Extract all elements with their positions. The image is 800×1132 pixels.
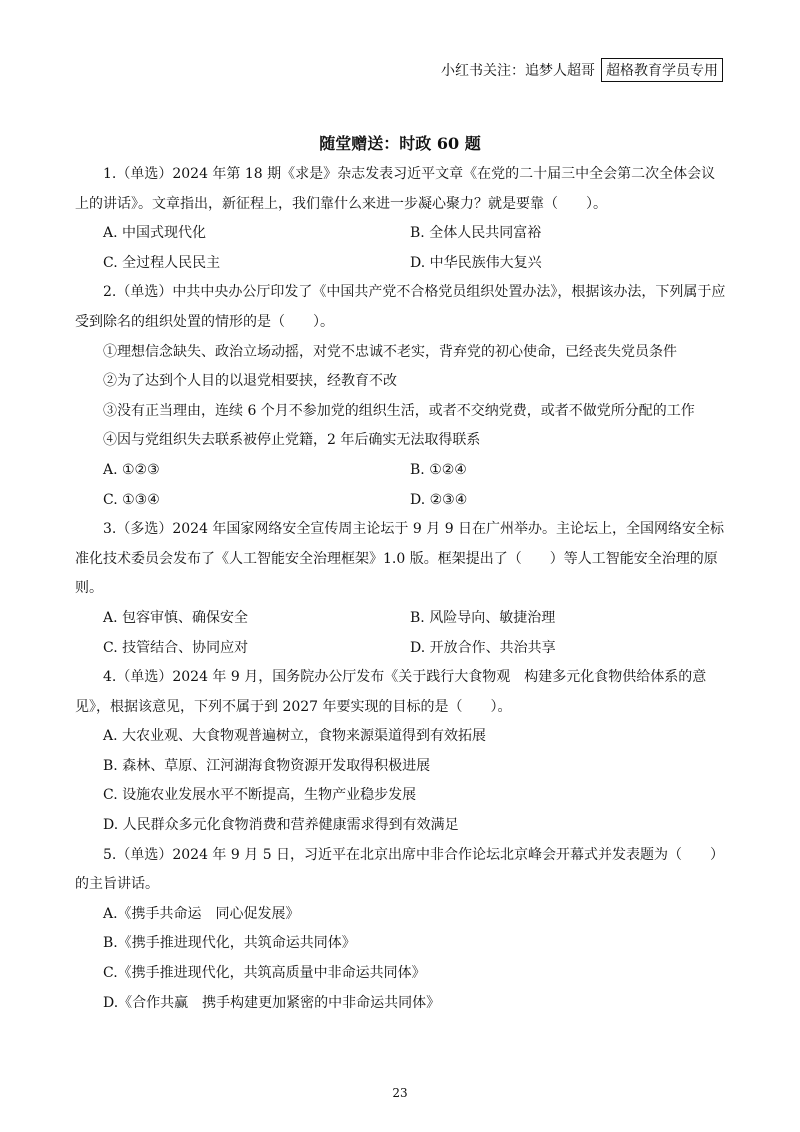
question-5-option-d: D.《合作共赢 携手构建更加紧密的中非命运共同体》: [103, 994, 441, 1011]
question-5-option-c: C.《携手推进现代化，共筑高质量中非命运共同体》: [103, 965, 426, 982]
page-title: 随堂赠送：时政 60 题: [319, 134, 481, 153]
page-header: [441, 58, 723, 82]
question-2-option-c: C. ①③④: [103, 491, 160, 508]
question-4-option-c: C. 设施农业发展水平不断提高，生物产业稳步发展: [103, 787, 417, 804]
question-3-option-d: D. 开放合作、共治共享: [410, 639, 556, 656]
question-2-statement-2: ②为了达到个人目的以退党相要挟，经教育不改: [103, 373, 397, 390]
question-2-option-a: A. ①②③: [103, 461, 160, 478]
question-5-option-a: A.《携手共命运 同心促发展》: [103, 905, 300, 922]
question-2-options-row-2: [75, 486, 727, 516]
question-1-option-b: B. 全体人民共同富裕: [410, 225, 542, 242]
question-5-option-b: B.《携手推进现代化，共筑命运共同体》: [103, 935, 356, 952]
question-1-option-a: A. 中国式现代化: [103, 225, 207, 242]
follow-text: 小红书关注：追梦人超哥: [441, 63, 595, 79]
question-3-option-a: A. 包容审慎、确保安全: [103, 609, 249, 626]
question-1-stem: 1.（单选）2024 年第 18 期《求是》杂志发表习近平文章《在党的二十届三中全会第二次全体会议上的讲话》。文章指出，新征程上，我们靠什么来进一步凝心聚力？就是要靠（ ）。: [75, 166, 716, 212]
question-2-stem: 2.（单选）中共中央办公厅印发了《中国共产党不合格党员组织处置办法》，根据该办法，下列属于应受到除名的组织处置的情形的是（ ）。: [75, 284, 726, 330]
question-2-statement-4: ④因与党组织失去联系被停止党籍，2 年后确实无法取得联系: [103, 432, 481, 449]
question-2-option-d: D. ②③④: [410, 491, 468, 508]
question-3-option-c: C. 技管结合、协同应对: [103, 639, 249, 656]
question-2-options-row-1: [75, 456, 727, 486]
question-4-stem: 4.（单选）2024 年 9 月，国务院办公厅发布《关于践行大食物观 构建多元化食物供给体系的意见》，根据该意见，下列不属于到 2027 年要实现的目标的是（ ）。: [75, 669, 707, 715]
question-4-option-b: B. 森林、草原、江河湖海食物资源开发取得积极进展: [103, 757, 431, 774]
question-1-option-d: D. 中华民族伟大复兴: [410, 254, 542, 271]
question-3-options-row-2: [75, 634, 727, 664]
question-1-option-c: C. 全过程人民民主: [103, 254, 221, 271]
question-4-option-d: D. 人民群众多元化食物消费和营养健康需求得到有效满足: [103, 817, 459, 834]
page-number: 23: [392, 1086, 408, 1100]
question-1-options-row-1: [75, 219, 727, 249]
question-4-option-a: A. 大农业观、大食物观普遍树立，食物来源渠道得到有效拓展: [103, 728, 487, 745]
question-2-option-b: B. ①②④: [410, 461, 467, 478]
question-3-options-row-1: [75, 604, 727, 634]
question-2-statement-3: ③没有正当理由，连续 6 个月不参加党的组织生活，或者不交纳党费，或者不做党所分配的工作: [103, 402, 695, 419]
question-3-stem: 3.（多选）2024 年国家网络安全宣传周主论坛于 9 月 9 日在广州举办。主论坛上，全国网络安全标准化技术委员会发布了《人工智能安全治理框架》1.0 版。框架提出了（ ）等人工智能安全治理的原则。: [75, 521, 725, 597]
question-5-stem: 5.（单选）2024 年 9 月 5 日，习近平在北京出席中非合作论坛北京峰会开幕式并发表题为（ ）的主旨讲话。: [75, 846, 725, 893]
question-list: [75, 160, 727, 1018]
question-1-options-row-2: [75, 249, 727, 279]
student-tag: 超格教育学员专用: [601, 58, 723, 82]
question-2-statement-1: ①理想信念缺失、政治立场动摇，对党不忠诚不老实，背弃党的初心使命，已经丧失党员条件: [103, 343, 677, 360]
question-3-option-b: B. 风险导向、敏捷治理: [410, 609, 556, 626]
